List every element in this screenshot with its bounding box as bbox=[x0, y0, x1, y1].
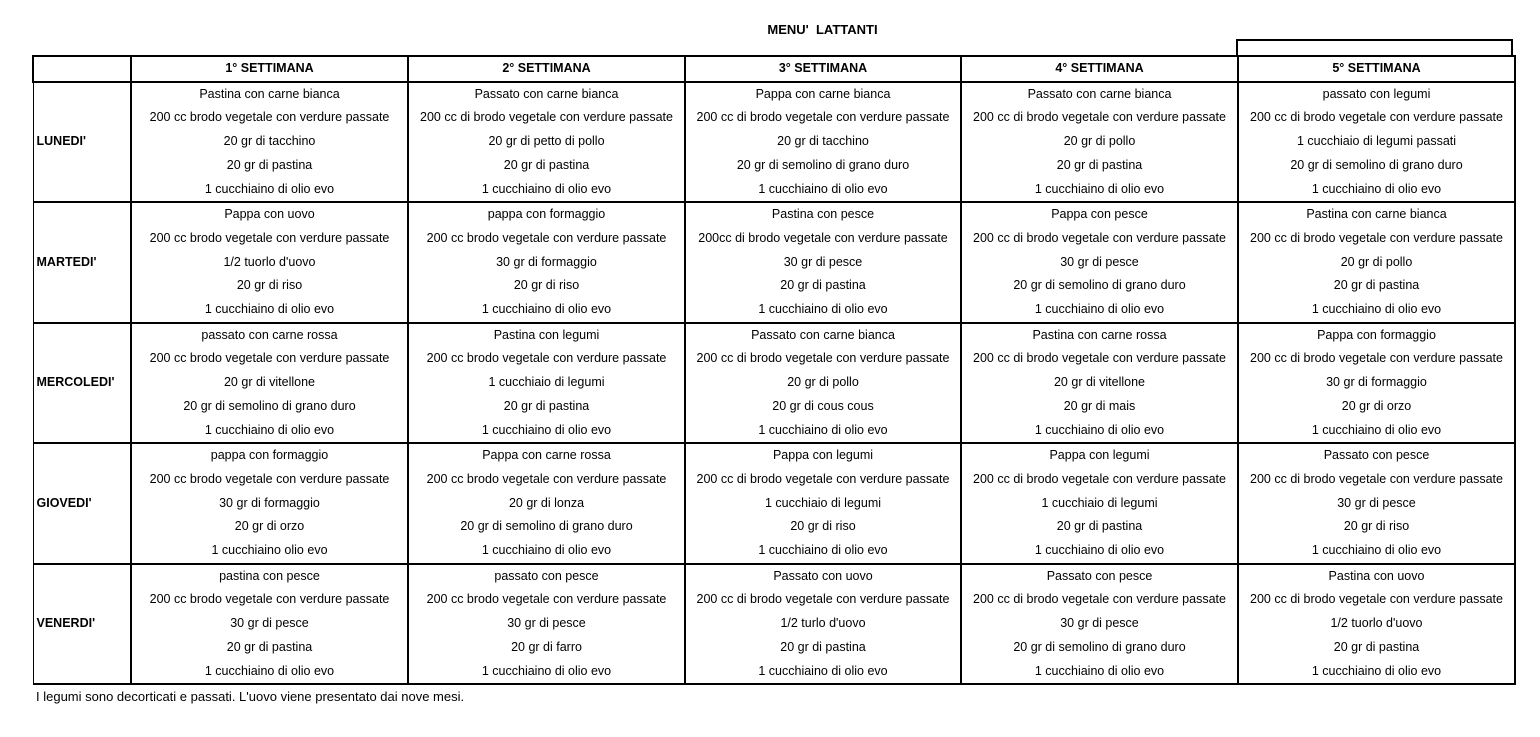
ingredient-line: 20 gr di pastina bbox=[961, 515, 1238, 539]
menu-body bbox=[33, 82, 1515, 685]
day-label: GIOVEDI' bbox=[33, 492, 131, 516]
menu-line-row bbox=[33, 154, 1515, 178]
ingredient-line: 200 cc brodo vegetale con verdure passate bbox=[131, 347, 408, 371]
dish-title: Pastina con uovo bbox=[1238, 564, 1515, 589]
dish-title: Pastina con legumi bbox=[408, 323, 685, 348]
ingredient-line: 200 cc di brodo vegetale con verdure passate bbox=[685, 588, 961, 612]
dish-title: passato con pesce bbox=[408, 564, 685, 589]
ingredient-line: 30 gr di formaggio bbox=[1238, 371, 1515, 395]
menu-line-row bbox=[33, 660, 1515, 685]
ingredient-line: 200 cc di brodo vegetale con verdure passate bbox=[685, 468, 961, 492]
day-label: VENERDI' bbox=[33, 612, 131, 636]
ingredient-line: 20 gr di farro bbox=[408, 636, 685, 660]
menu-line-row bbox=[33, 443, 1515, 468]
ingredient-line: 1 cucchiaino di olio evo bbox=[1238, 419, 1515, 444]
footnote: I legumi sono decorticati e passati. L'uovo viene presentato dai nove mesi. bbox=[36, 689, 465, 704]
ingredient-line: 20 gr di cous cous bbox=[685, 395, 961, 419]
day-cell-blank bbox=[33, 660, 131, 685]
day-cell-blank bbox=[33, 202, 131, 227]
ingredient-line: 20 gr di pastina bbox=[1238, 636, 1515, 660]
menu-line-row bbox=[33, 395, 1515, 419]
ingredient-line: 200 cc di brodo vegetale con verdure passate bbox=[1238, 588, 1515, 612]
dish-title: Passato con pesce bbox=[961, 564, 1238, 589]
day-cell-blank bbox=[33, 419, 131, 444]
ingredient-line: 200 cc brodo vegetale con verdure passate bbox=[408, 468, 685, 492]
ingredient-line: 20 gr di semolino di grano duro bbox=[131, 395, 408, 419]
dish-title: passato con legumi bbox=[1238, 82, 1515, 107]
day-cell-blank bbox=[33, 298, 131, 323]
ingredient-line: 200 cc di brodo vegetale con verdure passate bbox=[961, 588, 1238, 612]
ingredient-line: 200 cc di brodo vegetale con verdure passate bbox=[961, 468, 1238, 492]
page-title: MENU' LATTANTI bbox=[767, 22, 878, 37]
ingredient-line: 20 gr di pastina bbox=[961, 154, 1238, 178]
header-empty-box bbox=[1236, 39, 1513, 55]
menu-line-row bbox=[33, 82, 1515, 107]
day-cell-blank bbox=[33, 274, 131, 298]
menu-line-row bbox=[33, 274, 1515, 298]
ingredient-line: 20 gr di semolino di grano duro bbox=[685, 154, 961, 178]
dish-title: Passato con carne bianca bbox=[685, 323, 961, 348]
day-cell-blank bbox=[33, 539, 131, 564]
menu-line-row bbox=[33, 588, 1515, 612]
dish-title: Pastina con carne bianca bbox=[1238, 202, 1515, 227]
menu-line-row bbox=[33, 227, 1515, 251]
ingredient-line: 20 gr di pastina bbox=[685, 274, 961, 298]
ingredient-line: 200 cc di brodo vegetale con verdure passate bbox=[1238, 227, 1515, 251]
day-cell-blank bbox=[33, 227, 131, 251]
day-cell-blank bbox=[33, 106, 131, 130]
ingredient-line: 200 cc di brodo vegetale con verdure passate bbox=[961, 347, 1238, 371]
day-cell-blank bbox=[33, 323, 131, 348]
dish-title: Passato con pesce bbox=[1238, 443, 1515, 468]
ingredient-line: 30 gr di formaggio bbox=[408, 251, 685, 275]
ingredient-line: 1 cucchiaio di legumi bbox=[961, 492, 1238, 516]
dish-title: Pappa con carne rossa bbox=[408, 443, 685, 468]
ingredient-line: 1 cucchiaino di olio evo bbox=[131, 298, 408, 323]
ingredient-line: 200 cc di brodo vegetale con verdure passate bbox=[1238, 347, 1515, 371]
ingredient-line: 20 gr di pastina bbox=[1238, 274, 1515, 298]
dish-title: pastina con pesce bbox=[131, 564, 408, 589]
ingredient-line: 30 gr di pesce bbox=[1238, 492, 1515, 516]
ingredient-line: 1 cucchiaino di olio evo bbox=[961, 419, 1238, 444]
menu-line-row bbox=[33, 515, 1515, 539]
ingredient-line: 30 gr di pesce bbox=[408, 612, 685, 636]
ingredient-line: 20 gr di semolino di grano duro bbox=[1238, 154, 1515, 178]
dish-title: Passato con carne bianca bbox=[961, 82, 1238, 107]
menu-line-row bbox=[33, 202, 1515, 227]
dish-title: Pappa con legumi bbox=[961, 443, 1238, 468]
ingredient-line: 1 cucchiaio di legumi passati bbox=[1238, 130, 1515, 154]
day-cell-blank bbox=[33, 515, 131, 539]
ingredient-line: 20 gr di tacchino bbox=[131, 130, 408, 154]
ingredient-line: 20 gr di riso bbox=[1238, 515, 1515, 539]
ingredient-line: 1 cucchiaino di olio evo bbox=[961, 660, 1238, 685]
dish-title: Pappa con uovo bbox=[131, 202, 408, 227]
ingredient-line: 1 cucchiaino di olio evo bbox=[1238, 539, 1515, 564]
ingredient-line: 20 gr di semolino di grano duro bbox=[961, 274, 1238, 298]
menu-line-row bbox=[33, 251, 1515, 275]
ingredient-line: 200 cc di brodo vegetale con verdure passate bbox=[685, 347, 961, 371]
dish-title: Pappa con pesce bbox=[961, 202, 1238, 227]
ingredient-line: 1 cucchiaino di olio evo bbox=[1238, 178, 1515, 203]
menu-line-row bbox=[33, 539, 1515, 564]
ingredient-line: 20 gr di vitellone bbox=[961, 371, 1238, 395]
ingredient-line: 1 cucchiaio di legumi bbox=[408, 371, 685, 395]
ingredient-line: 20 gr di tacchino bbox=[685, 130, 961, 154]
ingredient-line: 1 cucchiaino di olio evo bbox=[685, 178, 961, 203]
ingredient-line: 20 gr di riso bbox=[131, 274, 408, 298]
menu-line-row bbox=[33, 419, 1515, 444]
ingredient-line: 20 gr di riso bbox=[408, 274, 685, 298]
day-cell-blank bbox=[33, 154, 131, 178]
ingredient-line: 200 cc di brodo vegetale con verdure passate bbox=[961, 227, 1238, 251]
dish-title: Pastina con carne bianca bbox=[131, 82, 408, 107]
ingredient-line: 1 cucchiaino di olio evo bbox=[961, 539, 1238, 564]
day-label: LUNEDI' bbox=[33, 130, 131, 154]
day-cell-blank bbox=[33, 347, 131, 371]
ingredient-line: 1 cucchiaino di olio evo bbox=[685, 539, 961, 564]
week-header: 5° SETTIMANA bbox=[1238, 56, 1515, 82]
day-cell-blank bbox=[33, 178, 131, 203]
ingredient-line: 30 gr di pesce bbox=[961, 251, 1238, 275]
menu-line-row bbox=[33, 106, 1515, 130]
ingredient-line: 20 gr di pastina bbox=[131, 636, 408, 660]
ingredient-line: 20 gr di pollo bbox=[685, 371, 961, 395]
ingredient-line: 200cc di brodo vegetale con verdure passate bbox=[685, 227, 961, 251]
ingredient-line: 30 gr di pesce bbox=[131, 612, 408, 636]
menu-line-row bbox=[33, 323, 1515, 348]
ingredient-line: 20 gr di pastina bbox=[408, 395, 685, 419]
ingredient-line: 1 cucchiaino di olio evo bbox=[408, 178, 685, 203]
ingredient-line: 20 gr di riso bbox=[685, 515, 961, 539]
menu-line-row bbox=[33, 564, 1515, 589]
ingredient-line: 20 gr di pastina bbox=[685, 636, 961, 660]
ingredient-line: 20 gr di orzo bbox=[131, 515, 408, 539]
day-cell-blank bbox=[33, 588, 131, 612]
ingredient-line: 20 gr di semolino di grano duro bbox=[961, 636, 1238, 660]
ingredient-line: 20 gr di pastina bbox=[131, 154, 408, 178]
ingredient-line: 30 gr di formaggio bbox=[131, 492, 408, 516]
week-header: 1° SETTIMANA bbox=[131, 56, 408, 82]
day-cell-blank bbox=[33, 395, 131, 419]
day-label: MARTEDI' bbox=[33, 251, 131, 275]
ingredient-line: 1/2 tuorlo d'uovo bbox=[131, 251, 408, 275]
ingredient-line: 1 cucchiaino di olio evo bbox=[131, 178, 408, 203]
ingredient-line: 200 cc brodo vegetale con verdure passate bbox=[408, 227, 685, 251]
day-cell-blank bbox=[33, 564, 131, 589]
ingredient-line: 20 gr di pollo bbox=[961, 130, 1238, 154]
ingredient-line: 1/2 tuorlo d'uovo bbox=[1238, 612, 1515, 636]
ingredient-line: 1 cucchiaino di olio evo bbox=[131, 419, 408, 444]
ingredient-line: 200 cc brodo vegetale con verdure passate bbox=[408, 347, 685, 371]
menu-line-row bbox=[33, 492, 1515, 516]
dish-title: pappa con formaggio bbox=[408, 202, 685, 227]
ingredient-line: 1 cucchiaio di legumi bbox=[685, 492, 961, 516]
menu-line-row bbox=[33, 347, 1515, 371]
ingredient-line: 1/2 turlo d'uovo bbox=[685, 612, 961, 636]
ingredient-line: 1 cucchiaino di olio evo bbox=[685, 298, 961, 323]
ingredient-line: 1 cucchiaino di olio evo bbox=[408, 539, 685, 564]
dish-title: Passato con carne bianca bbox=[408, 82, 685, 107]
day-cell-blank bbox=[33, 636, 131, 660]
dish-title: Pastina con pesce bbox=[685, 202, 961, 227]
ingredient-line: 30 gr di pesce bbox=[685, 251, 961, 275]
ingredient-line: 20 gr di petto di pollo bbox=[408, 130, 685, 154]
dish-title: Pappa con carne bianca bbox=[685, 82, 961, 107]
day-label: MERCOLEDI' bbox=[33, 371, 131, 395]
dish-title: Pappa con formaggio bbox=[1238, 323, 1515, 348]
ingredient-line: 20 gr di pastina bbox=[408, 154, 685, 178]
ingredient-line: 1 cucchiaino di olio evo bbox=[685, 660, 961, 685]
ingredient-line: 1 cucchiaino di olio evo bbox=[1238, 298, 1515, 323]
header-corner bbox=[33, 56, 131, 82]
dish-title: Pappa con legumi bbox=[685, 443, 961, 468]
ingredient-line: 1 cucchiaino di olio evo bbox=[408, 660, 685, 685]
menu-line-row bbox=[33, 612, 1515, 636]
week-header: 3° SETTIMANA bbox=[685, 56, 961, 82]
menu-line-row bbox=[33, 468, 1515, 492]
day-cell-blank bbox=[33, 82, 131, 107]
day-cell-blank bbox=[33, 443, 131, 468]
ingredient-line: 20 gr di lonza bbox=[408, 492, 685, 516]
ingredient-line: 200 cc di brodo vegetale con verdure passate bbox=[961, 106, 1238, 130]
menu-line-row bbox=[33, 636, 1515, 660]
dish-title: passato con carne rossa bbox=[131, 323, 408, 348]
ingredient-line: 1 cucchiaino di olio evo bbox=[131, 660, 408, 685]
ingredient-line: 1 cucchiaino di olio evo bbox=[961, 298, 1238, 323]
ingredient-line: 20 gr di orzo bbox=[1238, 395, 1515, 419]
menu-line-row bbox=[33, 298, 1515, 323]
ingredient-line: 200 cc brodo vegetale con verdure passate bbox=[131, 227, 408, 251]
header-row bbox=[33, 56, 1515, 82]
ingredient-line: 20 gr di pollo bbox=[1238, 251, 1515, 275]
ingredient-line: 200 cc brodo vegetale con verdure passate bbox=[131, 588, 408, 612]
ingredient-line: 1 cucchiaino di olio evo bbox=[408, 298, 685, 323]
menu-line-row bbox=[33, 178, 1515, 203]
dish-title: Pastina con carne rossa bbox=[961, 323, 1238, 348]
day-cell-blank bbox=[33, 468, 131, 492]
ingredient-line: 1 cucchiaino di olio evo bbox=[408, 419, 685, 444]
week-header: 2° SETTIMANA bbox=[408, 56, 685, 82]
dish-title: pappa con formaggio bbox=[131, 443, 408, 468]
dish-title: Passato con uovo bbox=[685, 564, 961, 589]
ingredient-line: 1 cucchiaino di olio evo bbox=[685, 419, 961, 444]
ingredient-line: 20 gr di mais bbox=[961, 395, 1238, 419]
ingredient-line: 200 cc di brodo vegetale con verdure passate bbox=[1238, 106, 1515, 130]
ingredient-line: 20 gr di semolino di grano duro bbox=[408, 515, 685, 539]
ingredient-line: 200 cc brodo vegetale con verdure passate bbox=[131, 468, 408, 492]
week-header: 4° SETTIMANA bbox=[961, 56, 1238, 82]
ingredient-line: 200 cc brodo vegetale con verdure passate bbox=[408, 588, 685, 612]
ingredient-line: 1 cucchiaino di olio evo bbox=[961, 178, 1238, 203]
menu-table bbox=[32, 55, 1516, 685]
ingredient-line: 200 cc di brodo vegetale con verdure passate bbox=[408, 106, 685, 130]
ingredient-line: 200 cc di brodo vegetale con verdure passate bbox=[1238, 468, 1515, 492]
menu-line-row bbox=[33, 130, 1515, 154]
ingredient-line: 1 cucchiaino di olio evo bbox=[1238, 660, 1515, 685]
menu-line-row bbox=[33, 371, 1515, 395]
ingredient-line: 200 cc brodo vegetale con verdure passate bbox=[131, 106, 408, 130]
ingredient-line: 1 cucchiaino olio evo bbox=[131, 539, 408, 564]
ingredient-line: 30 gr di pesce bbox=[961, 612, 1238, 636]
ingredient-line: 200 cc di brodo vegetale con verdure passate bbox=[685, 106, 961, 130]
ingredient-line: 20 gr di vitellone bbox=[131, 371, 408, 395]
